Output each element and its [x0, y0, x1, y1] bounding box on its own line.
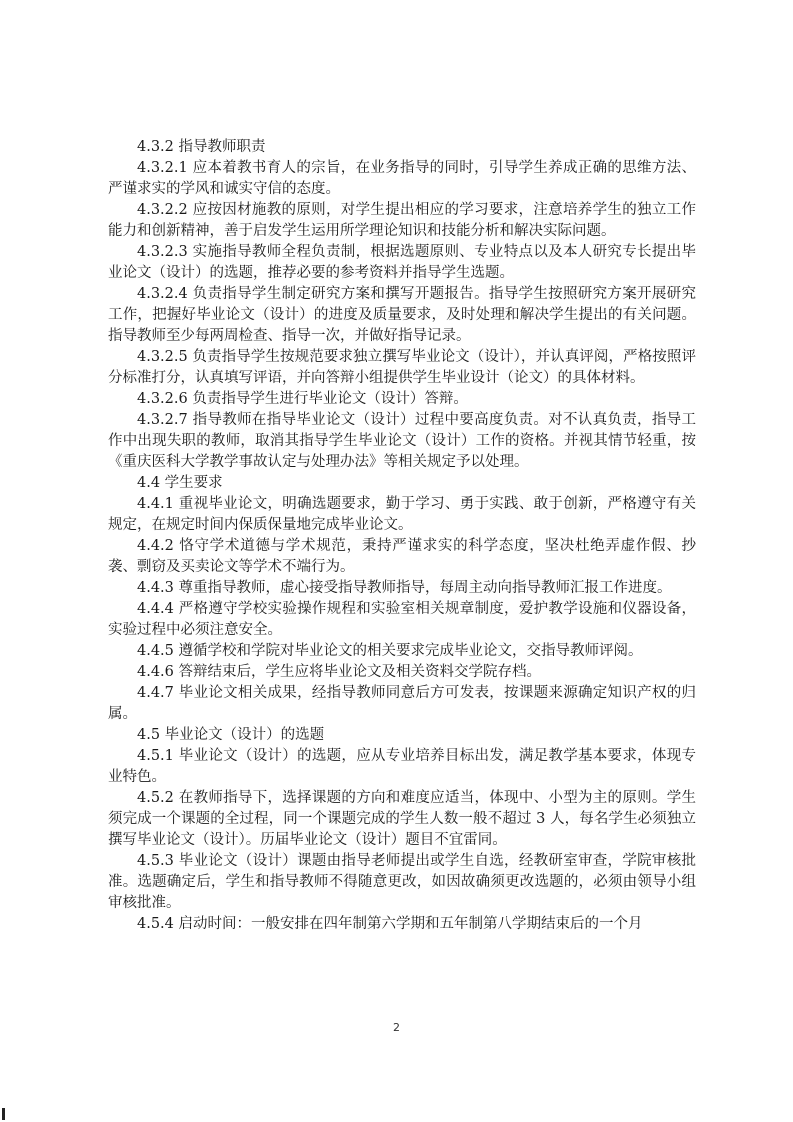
paragraph-4-5-1: 4.5.1 毕业论文（设计）的选题，应从专业培养目标出发，满足教学基本要求，体现专业特色。: [108, 748, 696, 785]
document-body: [108, 137, 696, 935]
paragraph-4-4-1: 4.4.1 重视毕业论文，明确选题要求，勤于学习、勇于实践、敢于创新，严格遵守有关规定，在规定时间内保质保量地完成毕业论文。: [108, 496, 696, 533]
scan-edge-mark: [2, 1108, 5, 1120]
paragraph-4-4-2: 4.4.2 恪守学术道德与学术规范，秉持严谨求实的科学态度，坚决杜绝弄虚作假、抄袭、剽窃及买卖论文等学术不端行为。: [108, 538, 696, 575]
paragraph-4-5-3: 4.5.3 毕业论文（设计）课题由指导老师提出或学生自选，经教研室审查，学院审核批准。选题确定后，学生和指导教师不得随意更改，如因故确须更改选题的，必须由领导小组审核批准。: [108, 853, 696, 911]
paragraph-4-4-5: 4.4.5 遵循学校和学院对毕业论文的相关要求完成毕业论文，交指导教师评阅。: [137, 643, 643, 659]
page-number: 2: [393, 1021, 400, 1034]
section-heading-4-3-2: 4.3.2 指导教师职责: [137, 139, 266, 155]
paragraph-4-3-2-3: 4.3.2.3 实施指导教师全程负责制，根据选题原则、专业特点以及本人研究专长提出毕业论文（设计）的选题，推荐必要的参考资料并指导学生选题。: [108, 244, 696, 281]
paragraph-4-4-4: 4.4.4 严格遵守学校实验操作规程和实验室相关规章制度，爱护教学设施和仪器设备，实验过程中必须注意安全。: [108, 601, 696, 638]
paragraph-4-3-2-4: 4.3.2.4 负责指导学生制定研究方案和撰写开题报告。指导学生按照研究方案开展研究工作，把握好毕业论文（设计）的进度及质量要求，及时处理和解决学生提出的有关问题。指导教师至少每两周检查、指导一次，并做好指导记录。: [108, 286, 696, 344]
paragraph-4-4-7: 4.4.7 毕业论文相关成果，经指导教师同意后方可发表，按课题来源确定知识产权的归属。: [108, 685, 696, 722]
paragraph-4-5-4: 4.5.4 启动时间：一般安排在四年制第六学期和五年制第八学期结束后的一个月: [137, 916, 643, 932]
paragraph-4-3-2-2: 4.3.2.2 应按因材施教的原则，对学生提出相应的学习要求，注意培养学生的独立工作能力和创新精神，善于启发学生运用所学理论知识和技能分析和解决实际问题。: [108, 202, 696, 239]
paragraph-4-5-2: 4.5.2 在教师指导下，选择课题的方向和难度应适当，体现中、小型为主的原则。学生须完成一个课题的全过程，同一个课题完成的学生人数一般不超过 3 人，每名学生必须独立撰写毕业论文（设计）。历届毕业论文（设计）题目不宜雷同。: [108, 790, 696, 848]
section-heading-4-5: 4.5 毕业论文（设计）的选题: [137, 727, 325, 743]
paragraph-4-3-2-5: 4.3.2.5 负责指导学生按规范要求独立撰写毕业论文（设计），并认真评阅，严格按照评分标准打分，认真填写评语，并向答辩小组提供学生毕业设计（论文）的具体材料。: [108, 349, 696, 386]
paragraph-4-3-2-6: 4.3.2.6 负责指导学生进行毕业论文（设计）答辩。: [137, 391, 468, 407]
paragraph-4-4-3: 4.4.3 尊重指导教师，虚心接受指导教师指导，每周主动向指导教师汇报工作进度。: [137, 580, 672, 596]
paragraph-4-3-2-1: 4.3.2.1 应本着教书育人的宗旨，在业务指导的同时，引导学生养成正确的思维方法、严谨求实的学风和诚实守信的态度。: [108, 160, 696, 197]
section-heading-4-4: 4.4 学生要求: [137, 475, 223, 491]
paragraph-4-4-6: 4.4.6 答辩结束后，学生应将毕业论文及相关资料交学院存档。: [137, 664, 542, 680]
paragraph-4-3-2-7: 4.3.2.7 指导教师在指导毕业论文（设计）过程中要高度负责。对不认真负责，指导工作中出现失职的教师，取消其指导学生毕业论文（设计）工作的资格。并视其情节轻重，按《重庆医科大学教学事故认定与处理办法》等相关规定予以处理。: [108, 412, 696, 470]
